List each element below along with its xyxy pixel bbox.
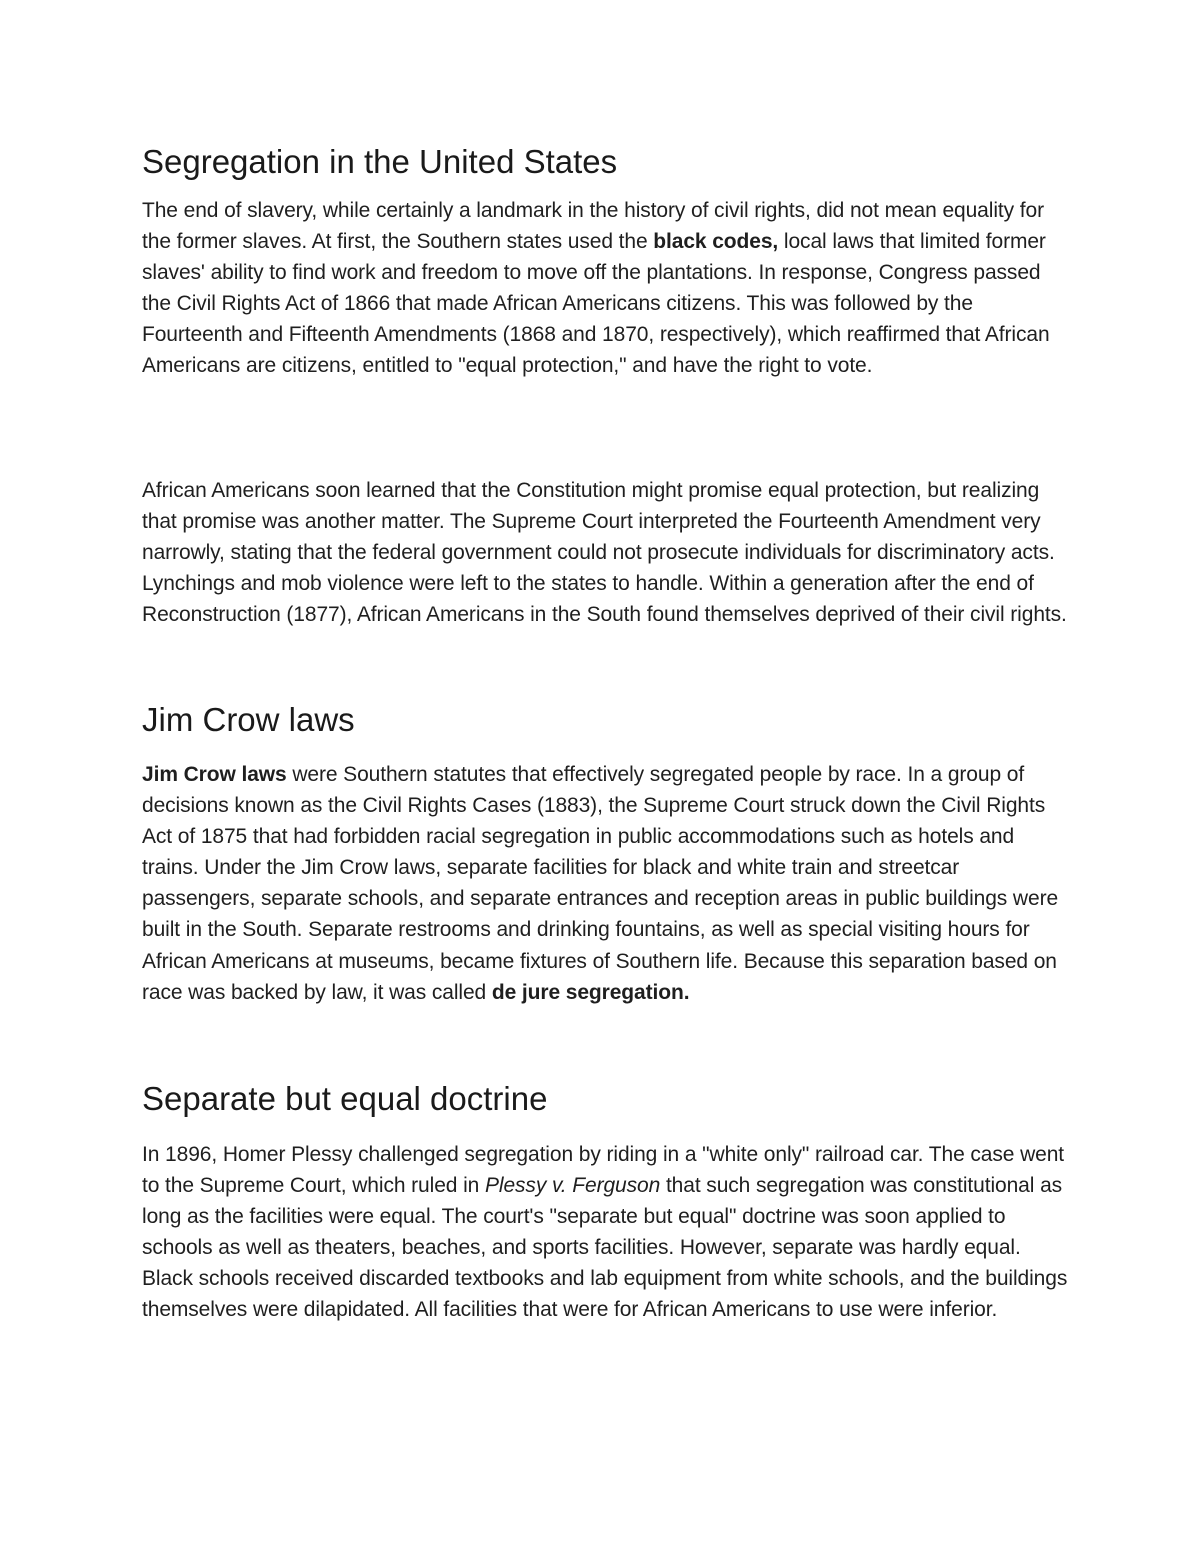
paragraph-text: were Southern statutes that effectively segregated people by race. In a group of decisions known as the Civil Rights Cases (1883), the Supreme Court struck down the Civil Rights Act of 1875 that had forbidden racial segregation in public accommodations such as hotels and trains. Under the Jim Crow laws, separate facilities for black and white train and streetcar passengers, separate schools, and separate entrances and reception areas in public buildings were built in the South. Separate restrooms and drinking fountains, as well as special visiting hours for African Americans at museums, became fixtures of Southern life. Because this separation based on race was backed by law, it was called: [142, 763, 1059, 1004]
heading-jim-crow: Jim Crow laws: [142, 701, 355, 738]
heading-separate-but-equal: Separate but equal doctrine: [142, 1080, 548, 1117]
paragraph-text: The end of slavery, while certainly a landmark in the history of civil rights, did not mean equality for the former slaves. At first, the Southern states used the: [142, 199, 1044, 254]
term-black-codes: black codes,: [653, 230, 779, 254]
paragraph-text: that such segregation was constitutional as long as the facilities were equal. The court's "separate but equal" doctrine was soon applied to schools as well as theaters, beaches, and sports facilities. However, separate was hardly equal. Black schools received discarded textbooks and lab equipment from white schools, and the buildings themselves were dilapidated. All facilities that were for African Americans to use were inferior.: [142, 1174, 1068, 1322]
paragraph-equal-protection: African Americans soon learned that the Constitution might promise equal protection, but realizing that promise was another matter. The Supreme Court interpreted the Fourteenth Amendment very narrowly, stating that the federal government could not prosecute individuals for discriminatory acts. Lynchings and mob violence were left to the states to handle. Within a generation after the end of Reconstruction (1877), African Americans in the South found themselves deprived of their civil rights.: [142, 479, 1067, 627]
case-name-plessy: Plessy v. Ferguson: [484, 1174, 661, 1198]
paragraph-plessy: [142, 1139, 1072, 1326]
paragraph-text: In 1896, Homer Plessy challenged segregation by riding in a "white only" railroad car. The case went to the Supreme Court, which ruled in: [142, 1143, 1065, 1198]
paragraph-text: local laws that limited former slaves' ability to find work and freedom to move off the plantations. In response, Congress passed the Civil Rights Act of 1866 that made African Americans citizens. This was followed by the Fourteenth and Fifteenth Amendments (1868 and 1870, respectively), which reaffirmed that African Americans are citizens, entitled to "equal protection," and have the right to vote.: [142, 230, 1050, 378]
term-de-jure-segregation: de jure segregation.: [491, 980, 690, 1004]
heading-segregation: Segregation in the United States: [142, 143, 618, 180]
paragraph-end-of-slavery: [142, 195, 1072, 382]
paragraph-jim-crow: [142, 759, 1072, 1008]
term-jim-crow-laws: Jim Crow laws: [142, 763, 287, 786]
